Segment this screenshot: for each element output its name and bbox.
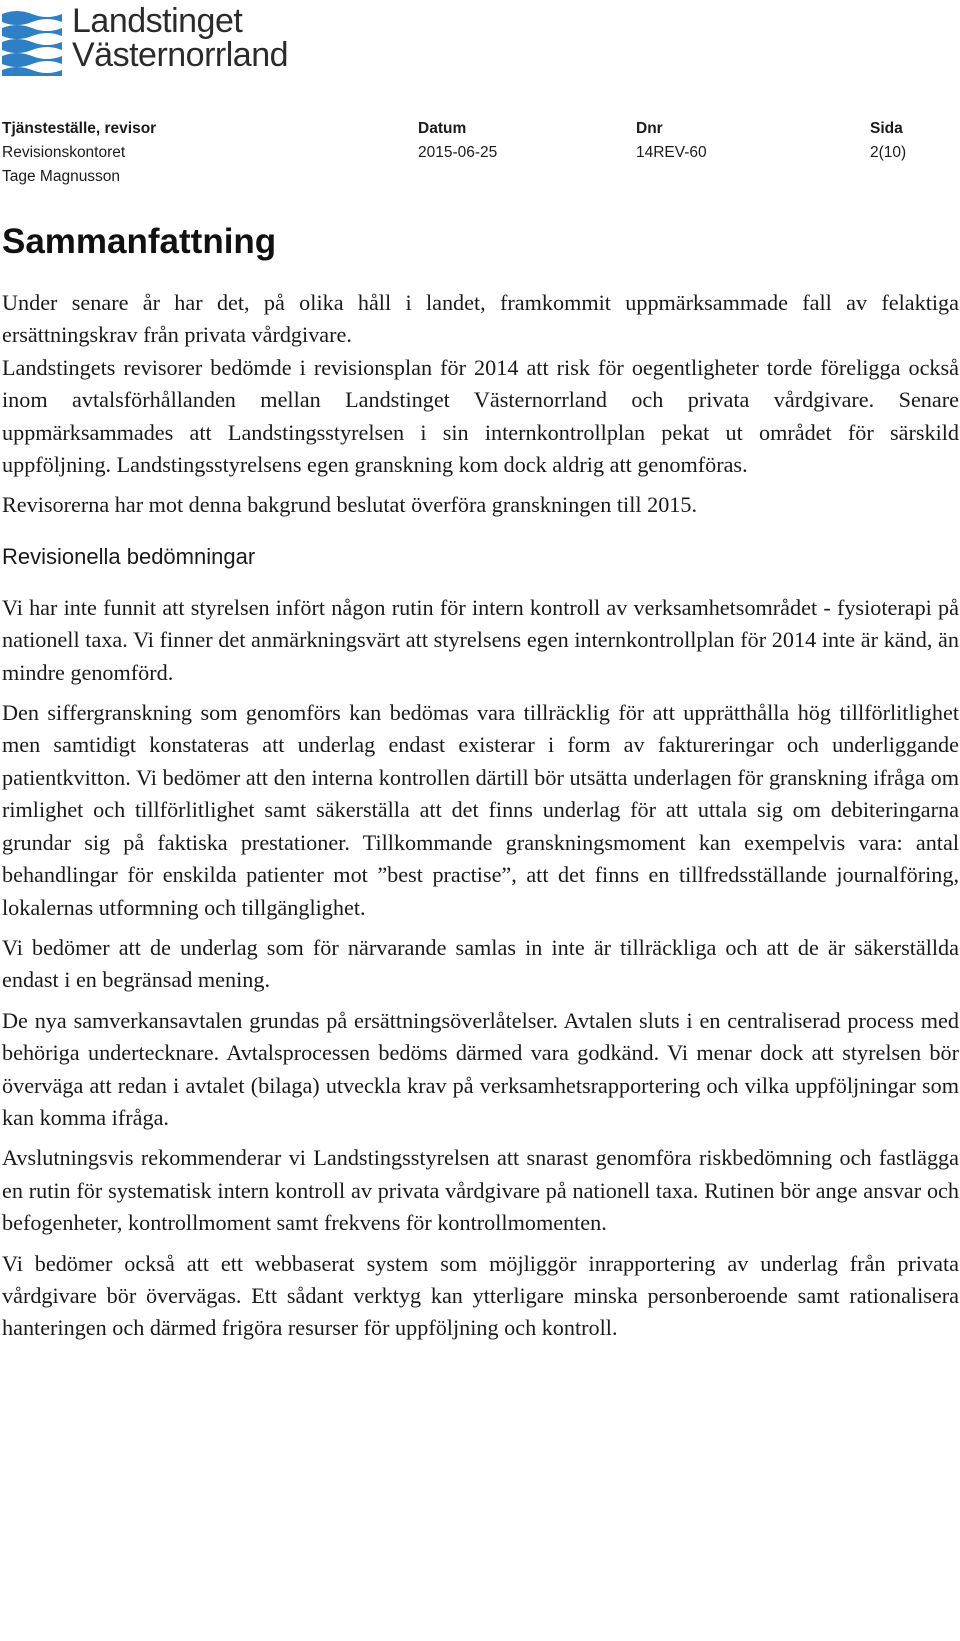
- date-value: 2015-06-25: [418, 144, 498, 161]
- person-name: Tage Magnusson: [2, 168, 121, 185]
- page-value: 2(10): [870, 144, 907, 161]
- meta-page: [870, 117, 906, 165]
- org-name: [72, 4, 288, 72]
- paragraph: Under senare år har det, på olika håll i landet, framkommit uppmärksammade fall av felaktiga ersättningskrav från privata vårdgivare.: [2, 290, 959, 348]
- org-name-line2: Västernorrland: [72, 36, 289, 74]
- paragraph: Revisorerna har mot denna bakgrund beslutat överföra granskningen till 2015.: [2, 492, 698, 518]
- paragraph: De nya samverkansavtalen grundas på ersättningsöverlåtelser. Avtalen sluts i en centraliserad process med behöriga undertecknare. Avtalsprocessen bedöms därmed vara godkänd. Vi menar dock att styrelsen bör överväga att redan i avtalet (bilaga) utveckla krav på verksamhetsrapportering och vilka uppföljningar som kan komma ifråga.: [2, 1007, 959, 1130]
- meta-date: [418, 117, 497, 165]
- unit-value: Revisionskontoret: [2, 144, 126, 161]
- section-heading: Revisionella bedömningar: [2, 543, 256, 569]
- org-logo: [2, 4, 332, 84]
- paragraph: Den siffergranskning som genomförs kan bedömas vara tillräcklig för att upprätthålla hög tillförlitlighet men samtidigt konstateras att underlag endast existerar i form av faktureringar och underliggande patientkvitton. Vi bedömer att den interna kontrollen därtill bör utsätta underlagen för granskning ifråga om rimlighet och tillförlitlighet samt säkerställa att det finns underlag för att uttala sig om debiteringarna grundar sig på faktiska prestationer. Tillkommande granskningsmoment kan exempelvis vara: antal behandlingar för enskilda patienter mot ”best practise”, att det finns en tillfredsställande journalföring, lokalernas utformning och tillgänglighet.: [2, 700, 959, 920]
- landstinget-wave-icon: [2, 8, 62, 76]
- paragraph: Vi bedömer också att ett webbaserat system som möjliggör inrapportering av underlag från privata vårdgivare bör övervägas. Ett sådant verktyg kan ytterligare minska personberoende samt rationalisera hanteringen och därmed frigöra resurser för uppföljning och kontroll.: [2, 1250, 959, 1341]
- meta-dnr: [636, 117, 707, 165]
- page-label: Sida: [870, 120, 903, 137]
- date-label: Datum: [418, 120, 467, 137]
- paragraph: Avslutningsvis rekommenderar vi Landstingsstyrelsen att snarast genomföra riskbedömning och fastlägga en rutin för systematisk intern kontroll av privata vårdgivare på nationell taxa. Rutinen bör ange ansvar och befogenheter, kontrollmoment samt frekvens för kontrollmomenten.: [2, 1145, 959, 1236]
- document-body: [2, 287, 959, 1353]
- unit-label: Tjänsteställe, revisor: [2, 120, 157, 137]
- org-name-line1: Landstinget: [72, 2, 243, 40]
- paragraph: Vi bedömer att de underlag som för närvarande samlas in inte är tillräckliga och att de är säkerställda endast i en begränsad mening.: [2, 934, 959, 993]
- dnr-label: Dnr: [636, 120, 663, 137]
- dnr-value: 14REV-60: [636, 144, 707, 161]
- page-title: Sammanfattning: [2, 222, 277, 261]
- meta-unit: [2, 117, 156, 189]
- paragraph: Landstingets revisorer bedömde i revisionsplan för 2014 att risk för oegentligheter torde föreligga också inom avtalsförhållanden mellan Landstinget Västernorrland och privata vårdgivare. Senare uppmärksammades att Landstingsstyrelsen i sin internkontrollplan pekat ut området för särskild uppföljning. Landstingsstyrelsens egen granskning kom dock aldrig att genomföras.: [2, 354, 959, 478]
- paragraph: Vi har inte funnit att styrelsen infört någon rutin för intern kontroll av verksamhetsområdet - fysioterapi på nationell taxa. Vi finner det anmärkningsvärt att styrelsens egen internkontrollplan för 2014 inte är känd, än mindre genomförd.: [2, 594, 959, 685]
